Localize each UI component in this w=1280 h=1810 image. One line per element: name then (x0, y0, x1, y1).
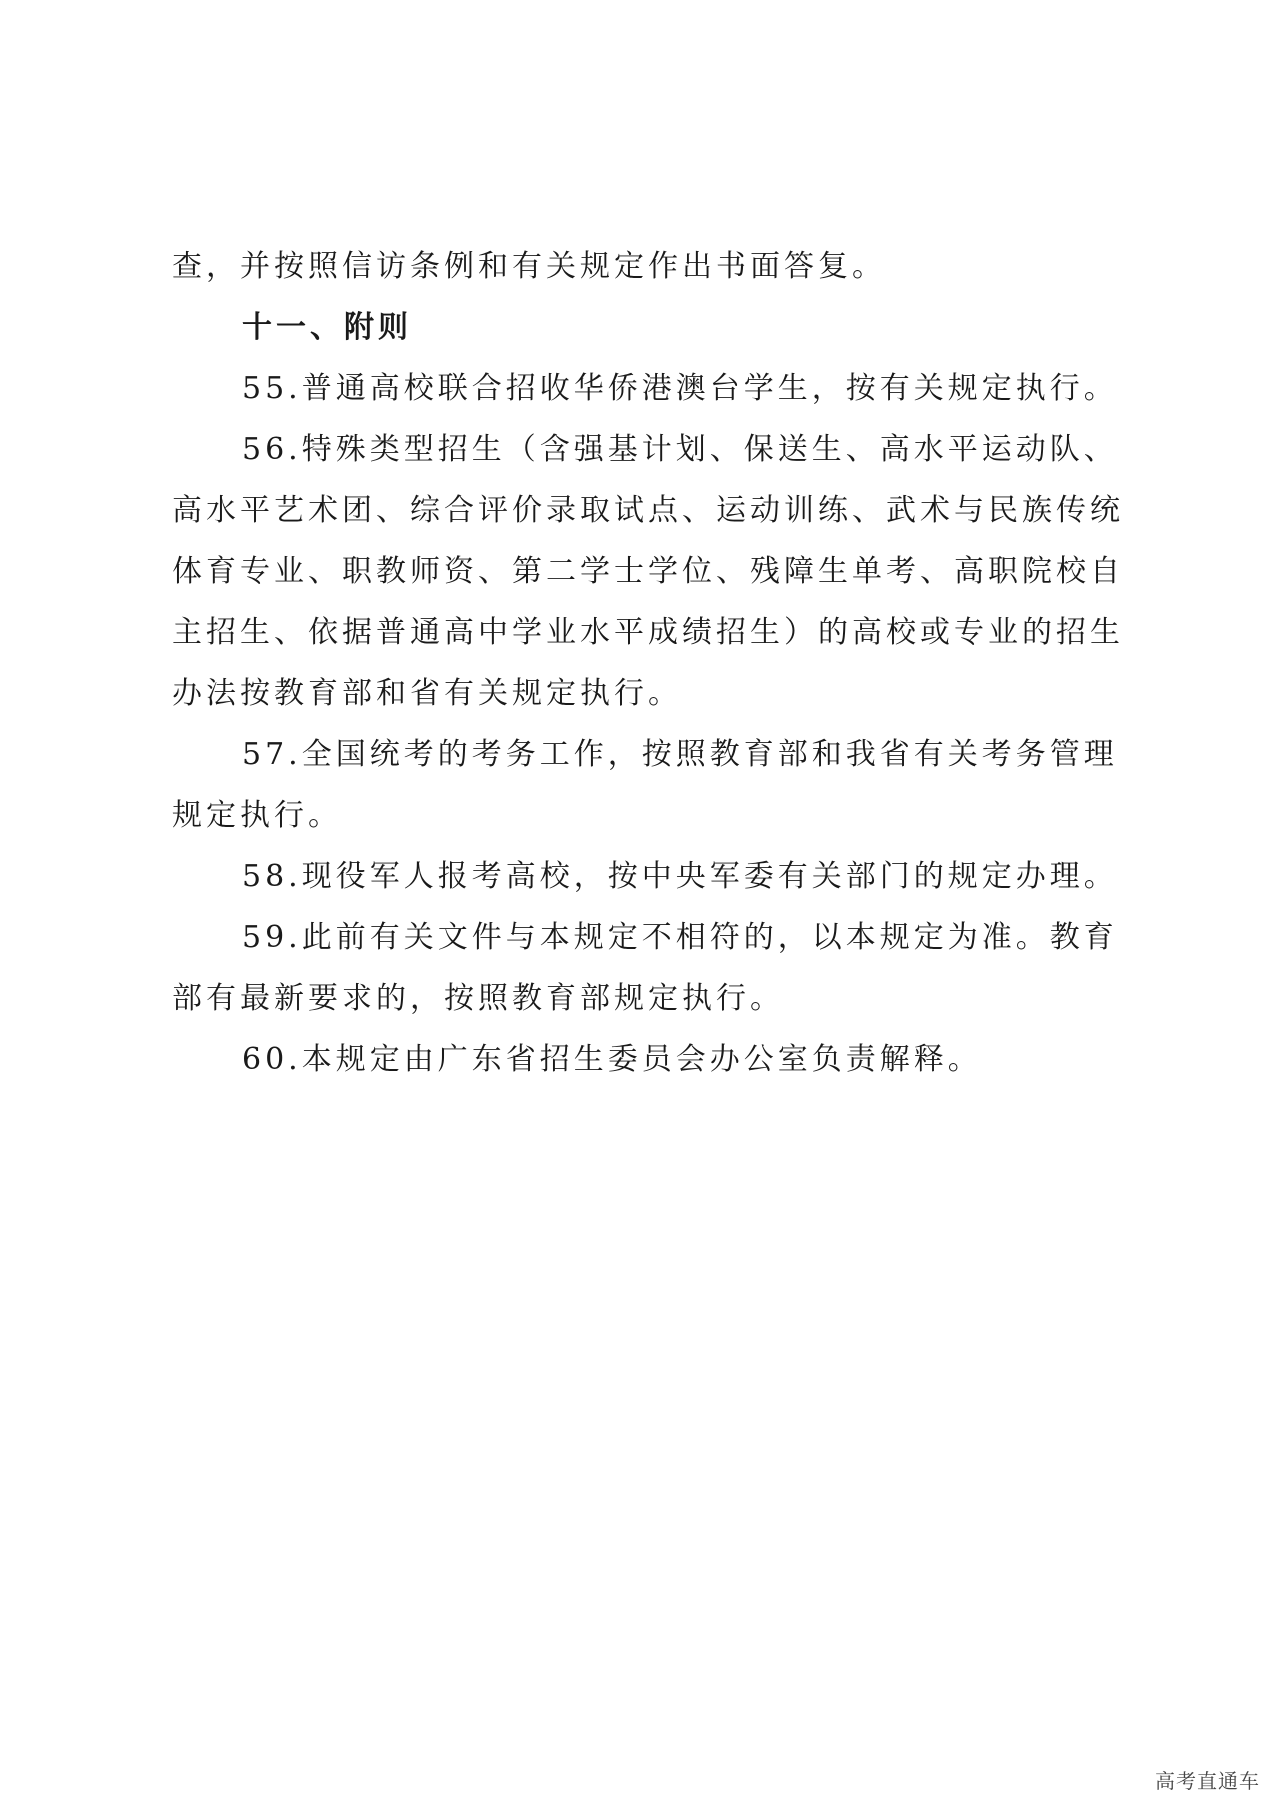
article-56-line-5: 办法按教育部和省有关规定执行。 (172, 676, 682, 711)
article-58: 58.现役军人报考高校，按中央军委有关部门的规定办理。 (242, 859, 1118, 894)
article-57-line-1: 57.全国统考的考务工作，按照教育部和我省有关考务管理 (242, 737, 1118, 772)
watermark: 高考直通车 (1155, 1769, 1260, 1793)
article-56-line-3: 体育专业、职教师资、第二学士学位、残障生单考、高职院校自 (172, 554, 1124, 589)
article-56-line-1: 56.特殊类型招生（含强基计划、保送生、高水平运动队、 (242, 432, 1118, 467)
article-56-line-4: 主招生、依据普通高中学业水平成绩招生）的高校或专业的招生 (172, 615, 1124, 650)
paragraph-line: 查，并按照信访条例和有关规定作出书面答复。 (172, 249, 886, 284)
document-body (172, 236, 1132, 1090)
section-heading: 十一、附则 (242, 310, 412, 345)
article-59-line-1: 59.此前有关文件与本规定不相符的，以本规定为准。教育 (242, 920, 1118, 955)
article-57-line-2: 规定执行。 (172, 798, 342, 833)
article-59-line-2: 部有最新要求的，按照教育部规定执行。 (172, 981, 784, 1016)
article-55: 55.普通高校联合招收华侨港澳台学生，按有关规定执行。 (242, 371, 1118, 406)
article-60: 60.本规定由广东省招生委员会办公室负责解释。 (242, 1042, 982, 1077)
article-56-line-2: 高水平艺术团、综合评价录取试点、运动训练、武术与民族传统 (172, 493, 1124, 528)
